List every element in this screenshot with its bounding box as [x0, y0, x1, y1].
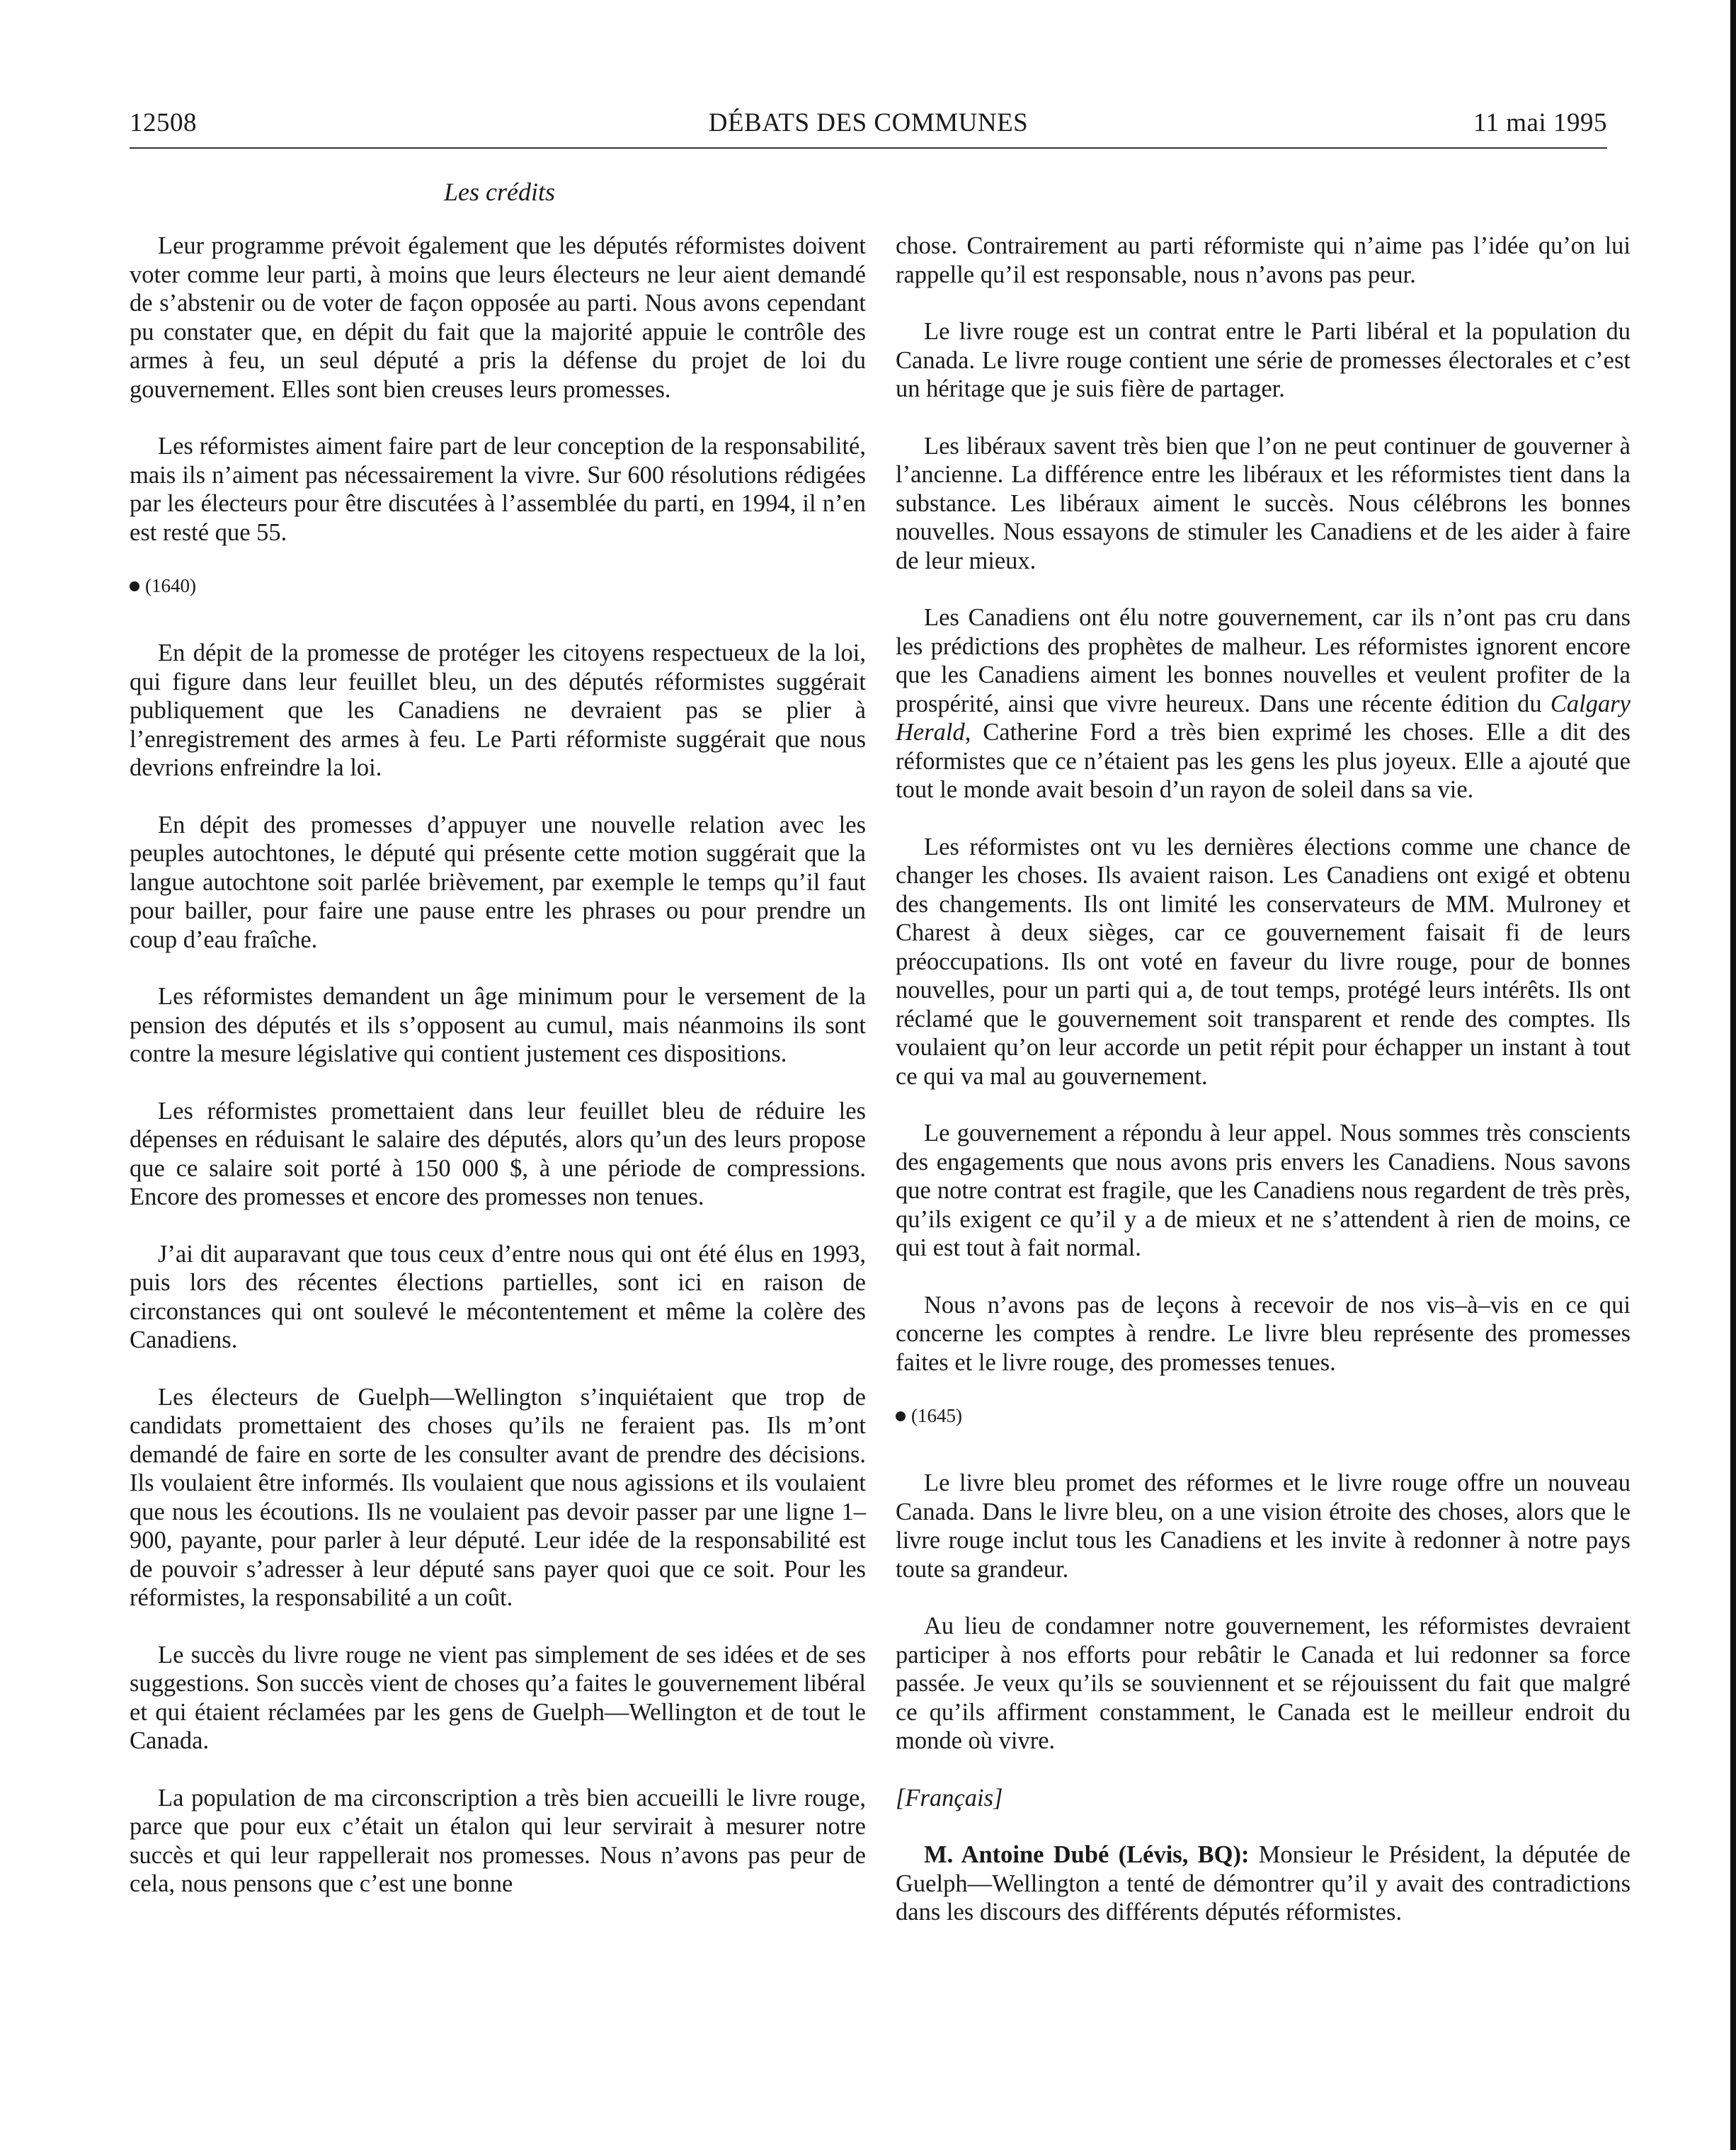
- bullet-icon: [896, 1411, 906, 1421]
- paragraph: En dépit de la promesse de protéger les citoyens respectueux de la loi, qui figure dans leur feuillet bleu, un des députés réformistes suggérait publiquement que les Canadiens ne devraient pas se plier à l’enregistrement des armes à feu. Le Parti réformiste suggérait que nous devrions enfreindre la loi.: [130, 639, 866, 781]
- text-run: , Catherine Ford a très bien exprimé les choses. Elle a dit des réformistes que ce n’étaient pas les gens les plus joyeux. Elle a ajouté que tout le monde avait besoin d’un rayon de soleil dans sa vie.: [896, 719, 1631, 803]
- paragraph: Les réformistes ont vu les dernières élections comme une chance de changer les choses. Ils avaient raison. Les Canadiens ont exigé et obtenu des changements. Ils ont limité les conservateurs de MM. Mulroney et Charest à deux sièges, car ce gouvernement faisait fi de leurs préoccupations. Ils ont voté en faveur du livre rouge, pour de bonnes nouvelles, pour un parti qui a, de tout temps, protégé leurs intérêts. Ils ont réclamé que le gouvernement soit transparent et rende des comptes. Ils voulaient qu’on leur accorde un petit répit pour échapper un instant à tout ce qui va mal au gouvernement.: [896, 833, 1631, 1090]
- left-column: [130, 232, 866, 1899]
- paragraph: [896, 1841, 1631, 1927]
- time-marker-label: (1645): [911, 1405, 962, 1426]
- section-title: Les crédits: [444, 178, 555, 206]
- right-column: [896, 232, 1631, 1927]
- page-number: 12508: [130, 108, 197, 137]
- paragraph: J’ai dit auparavant que tous ceux d’entre nous qui ont été élus en 1993, puis lors des récentes élections partielles, sont ici en raison de circonstances qui ont soulevé le mécontentement et même la colère des Canadiens.: [130, 1240, 866, 1353]
- paragraph: Les réformistes demandent un âge minimum pour le versement de la pension des députés et ils s’opposent au cumul, mais néanmoins ils sont contre la mesure législative qui contient justement ces dispositions.: [130, 983, 866, 1067]
- paragraph: Les électeurs de Guelph—Wellington s’inquiétaient que trop de candidats promettaient des choses qu’ils ne feraient pas. Ils m’ont demandé de faire en sorte de les consulter avant de prendre des décisions. Ils voulaient être informés. Ils voulaient que nous agissions et ils voulaient que nous les écoutions. Ils ne voulaient pas devoir passer par une ligne 1–900, payante, pour parler à leur député. Leur idée de la responsabilité est de pouvoir s’adresser à leur député sans payer quoi que ce soit. Pour les réformistes, la responsabilité a un coût.: [130, 1383, 866, 1611]
- newspaper-name: Calgary Herald: [896, 690, 1631, 746]
- paragraph: Le gouvernement a répondu à leur appel. Nous sommes très conscients des engagements que nous avons pris envers les Canadiens. Nous savons que notre contrat est fragile, que les Canadiens nous regardent de très près, qu’ils exigent ce qu’il y a de mieux et ne s’attendent à rien de moins, ce qui est tout à fait normal.: [896, 1120, 1631, 1261]
- scan-edge-mark: [1730, 0, 1736, 2150]
- paragraph: Nous n’avons pas de leçons à recevoir de nos vis–à–vis en ce qui concerne les comptes à rendre. Le livre bleu représente des promesses faites et le livre rouge, des promesses tenues.: [896, 1291, 1631, 1376]
- language-tag: [Français]: [896, 1784, 1003, 1811]
- text-run: Les Canadiens ont élu notre gouvernement, car ils n’ont pas cru dans les prédictions des prophètes de malheur. Les réformistes ignorent encore que les Canadiens aiment les bonnes nouvelles et veulent profiter de la prospérité, ainsi que vivre heureux. Dans une récente édition du: [896, 604, 1631, 717]
- paragraph: En dépit des promesses d’appuyer une nouvelle relation avec les peuples autochtones, le député qui présente cette motion suggérait que la langue autochtone soit parlée brièvement, par exemple le temps qu’il faut pour bailler, pour faire une pause entre les phrases ou pour prendre un coup d’eau fraîche.: [130, 811, 866, 953]
- page-date: 11 mai 1995: [1473, 108, 1607, 137]
- speaker-name: M. Antoine Dubé (Lévis, BQ):: [924, 1841, 1250, 1868]
- bullet-icon: [130, 581, 139, 591]
- paragraph: Au lieu de condamner notre gouvernement, les réformistes devraient participer à nos efforts pour rebâtir le Canada et lui redonner sa force passée. Je veux qu’ils se souviennent et se réjouissent du fait que malgré ce qu’ils affirment constamment, le Canada est le meilleur endroit du monde où vivre.: [896, 1612, 1631, 1754]
- text-run: Monsieur le Président, la députée de Guelph—Wellington a tenté de démontrer qu’il y avait des contradictions dans les discours des différents députés réformistes.: [896, 1841, 1631, 1926]
- paragraph: Les réformistes promettaient dans leur feuillet bleu de réduire les dépenses en réduisant le salaire des députés, alors qu’un des leurs propose que ce salaire soit porté à 150 000 $, à une période de compressions. Encore des promesses et encore des promesses non tenues.: [130, 1097, 866, 1210]
- paragraph: Leur programme prévoit également que les députés réformistes doivent voter comme leur parti, à moins que leurs électeurs ne leur aient demandé de s’abstenir ou de voter de façon opposée au parti. Nous avons cependant pu constater que, en dépit du fait que la majorité appuie le contrôle des armes à feu, un seul député a pris la défense du projet de loi du gouvernement. Elles sont bien creuses leurs promesses.: [130, 232, 866, 403]
- paragraph: Le livre bleu promet des réformes et le livre rouge offre un nouveau Canada. Dans le livre bleu, on a une vision étroite des choses, alors que le livre rouge inclut tous les Canadiens et les invite à redonner à notre pays toute sa grandeur.: [896, 1469, 1631, 1583]
- paragraph: Le succès du livre rouge ne vient pas simplement de ses idées et de ses suggestions. Son succès vient de choses qu’a faites le gouvernement libéral et qui étaient réclamées par les gens de Guelph—Wellington et de tout le Canada.: [130, 1641, 866, 1754]
- paragraph: Les réformistes aiment faire part de leur conception de la responsabilité, mais ils n’aiment pas nécessairement la vivre. Sur 600 résolutions rédigées par les électeurs pour être discutées à l’assemblée du parti, en 1994, il n’en est resté que 55.: [130, 433, 866, 546]
- paragraph: Le livre rouge est un contrat entre le Parti libéral et la population du Canada. Le livre rouge contient une série de promesses électorales et c’est un héritage que je suis fière de partager.: [896, 318, 1631, 402]
- time-marker: [896, 1405, 1631, 1426]
- paragraph-continued: chose. Contrairement au parti réformiste qui n’aime pas l’idée qu’on lui rappelle qu’il est responsable, nous n’avons pas peur.: [896, 232, 1631, 288]
- publication-title: DÉBATS DES COMMUNES: [708, 108, 1029, 137]
- paragraph: La population de ma circonscription a très bien accueilli le livre rouge, parce que pour eux c’était un étalon qui leur servirait à mesurer notre succès et qui leur rappellerait nos promesses. Nous n’avons pas peur de cela, nous pensons que c’est une bonne: [130, 1784, 866, 1897]
- page-header: [130, 105, 1607, 149]
- time-marker: [130, 575, 866, 596]
- paragraph: Les libéraux savent très bien que l’on ne peut continuer de gouverner à l’ancienne. La différence entre les libéraux et les réformistes tient dans la substance. Les libéraux aiment le succès. Nous célébrons les bonnes nouvelles. Nous essayons de stimuler les Canadiens et de les aider à faire de leur mieux.: [896, 432, 1631, 574]
- paragraph: [896, 603, 1631, 804]
- time-marker-label: (1640): [145, 575, 196, 596]
